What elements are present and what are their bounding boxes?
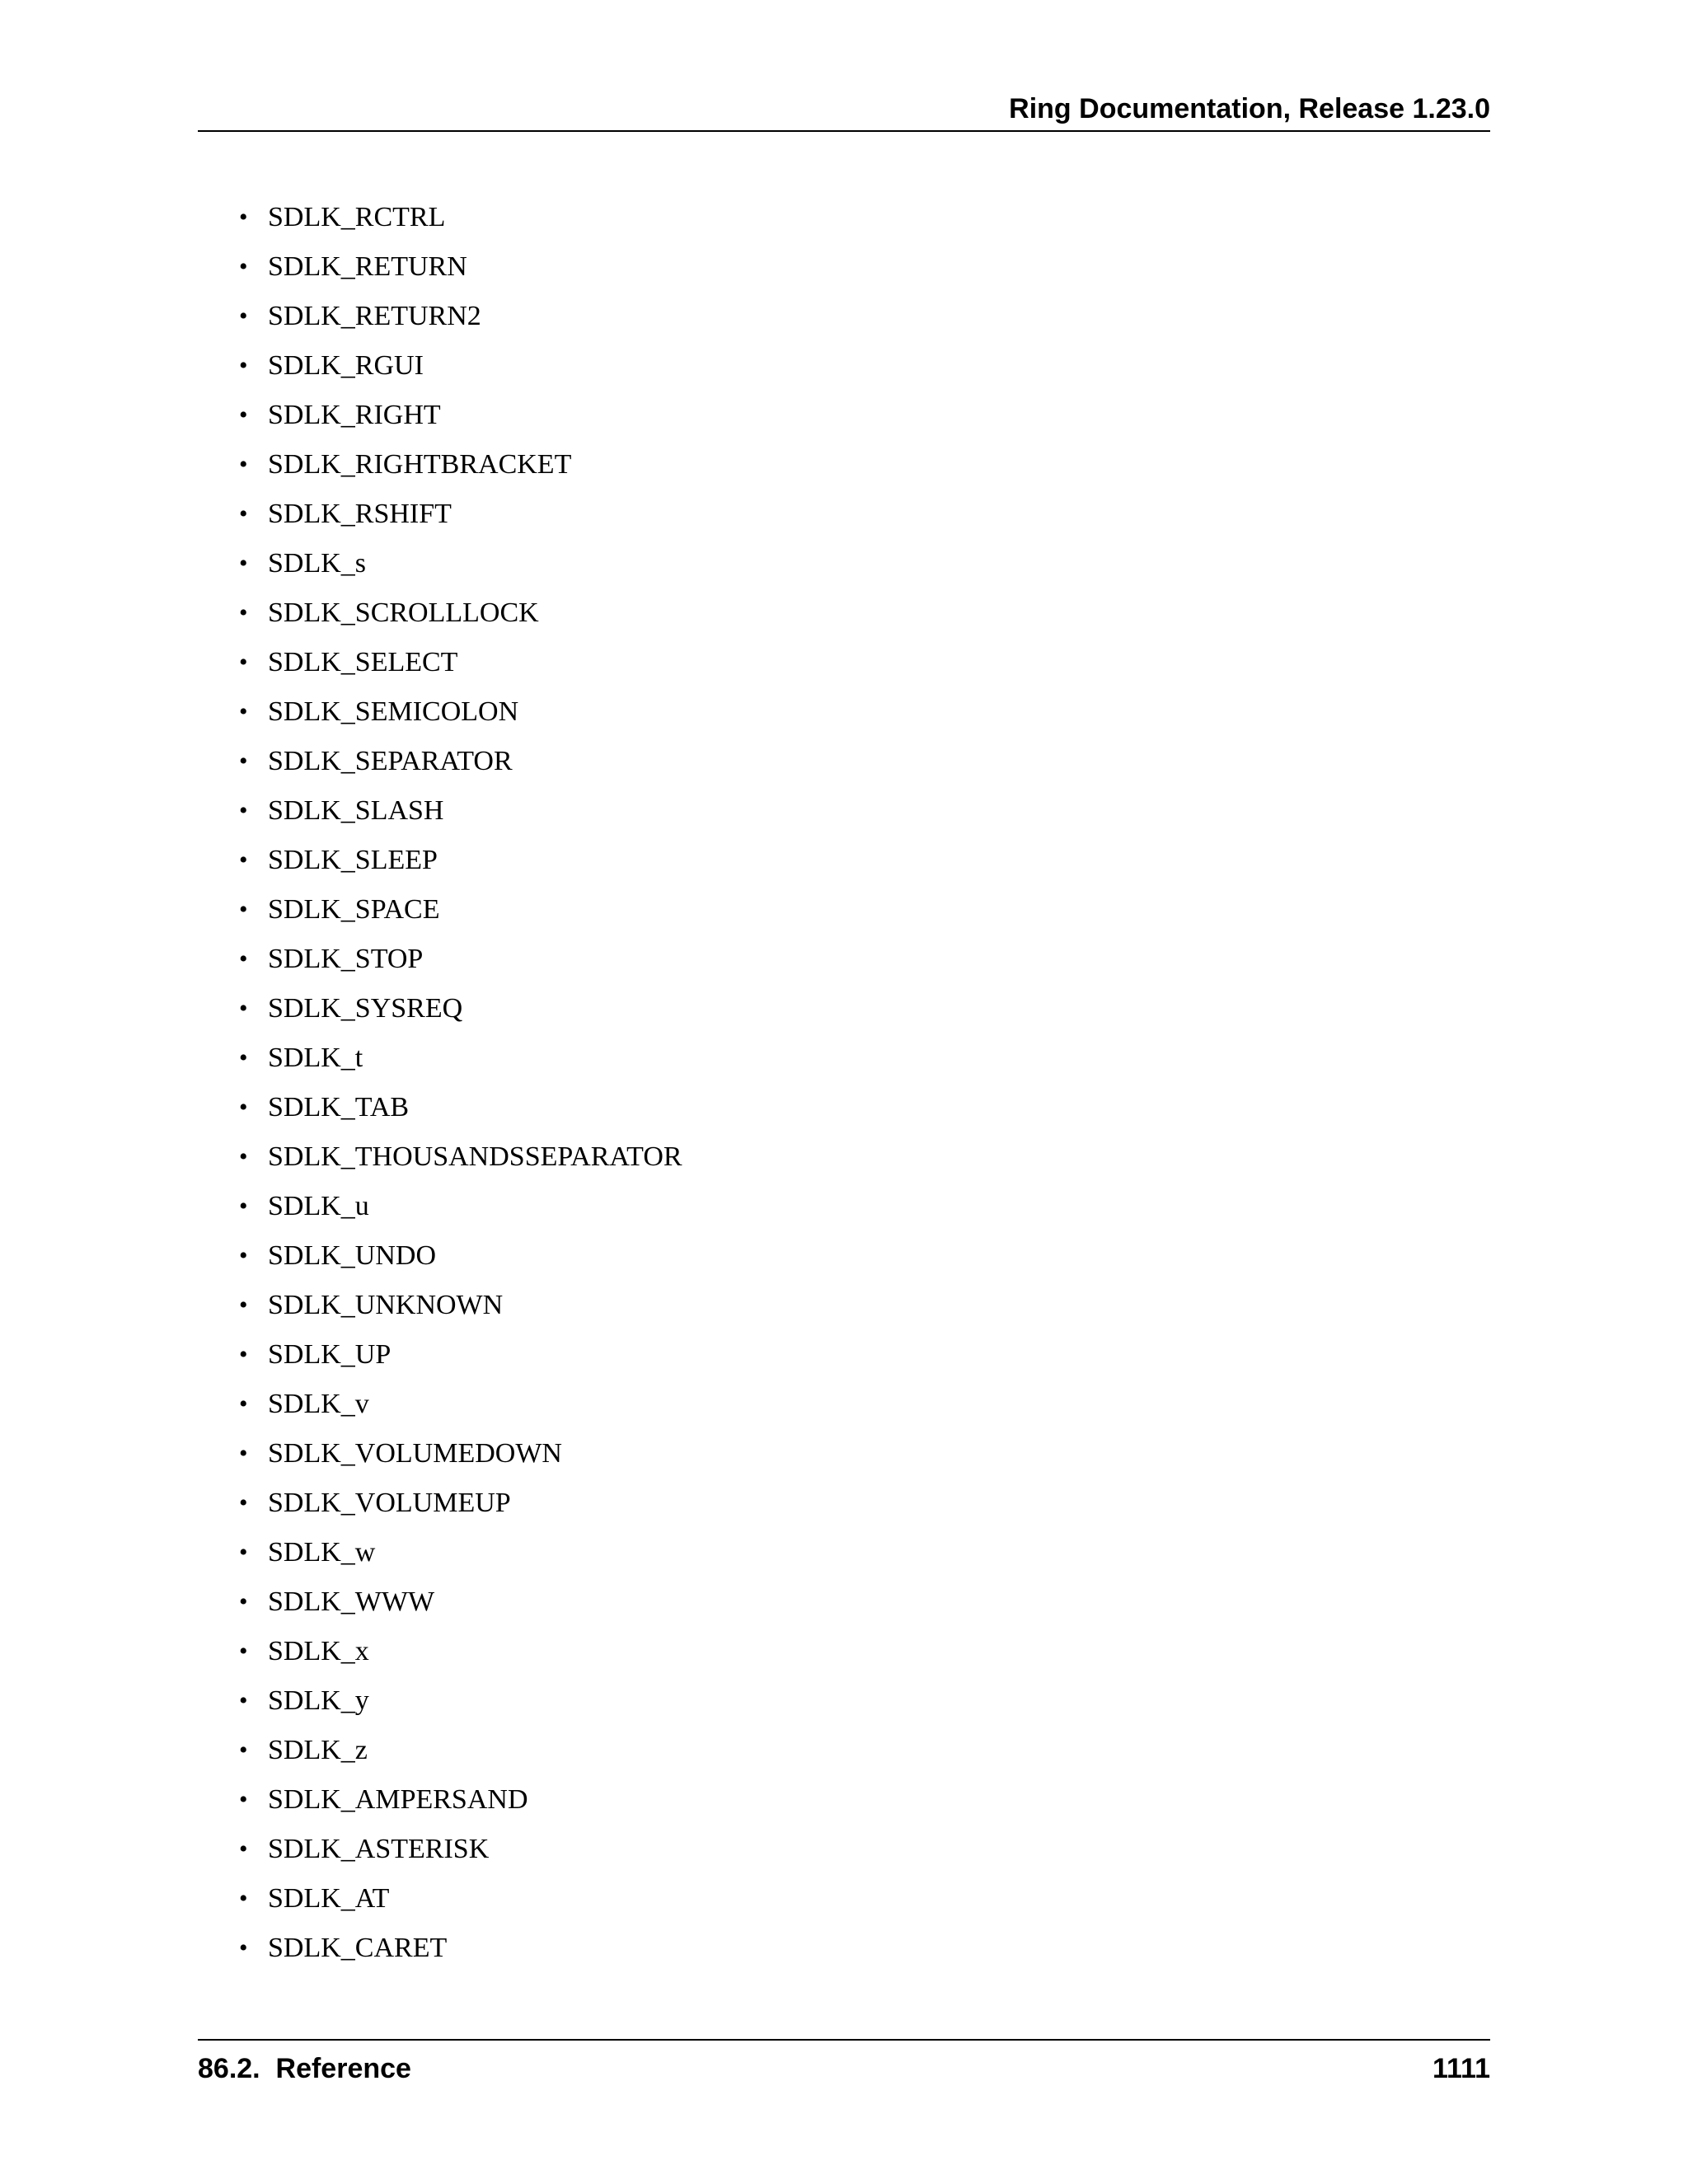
bullet-icon: • [239,204,248,231]
bullet-icon: • [239,698,248,725]
bullet-icon: • [239,1094,248,1121]
key-constant-name: SDLK_SCROLLLOCK [268,598,539,628]
page-footer [198,2039,1490,2090]
key-constant-name: SDLK_SLEEP [268,845,438,875]
bullet-icon: • [239,797,248,824]
key-constant-name: SDLK_TAB [268,1092,410,1122]
bullet-icon: • [239,1193,248,1220]
bullet-icon: • [239,1638,248,1665]
bullet-icon: • [239,500,248,527]
bullet-icon: • [239,1687,248,1714]
key-constant-name: SDLK_VOLUMEUP [268,1488,511,1518]
bullet-icon: • [239,1242,248,1269]
bullet-icon: • [239,748,248,775]
bullet-icon: • [239,1341,248,1368]
bullet-icon: • [239,302,248,330]
section-reference: 86.2. Reference [198,2053,411,2084]
key-constant-name: SDLK_s [268,548,367,579]
bullet-icon: • [239,1044,248,1071]
bullet-icon: • [239,352,248,379]
bullet-icon: • [239,1143,248,1170]
bullet-icon: • [239,451,248,478]
key-constant-name: SDLK_SEMICOLON [268,696,519,727]
page-header [198,89,1490,132]
bullet-icon: • [239,401,248,429]
key-constant-name: SDLK_y [268,1685,369,1716]
key-constant-name: SDLK_SELECT [268,647,458,677]
bullet-icon: • [239,550,248,577]
key-constant-name: SDLK_UNKNOWN [268,1290,504,1320]
key-constant-name: SDLK_VOLUMEDOWN [268,1438,562,1469]
key-constant-name: SDLK_x [268,1636,369,1666]
bullet-icon: • [239,1736,248,1764]
key-constant-name: SDLK_u [268,1191,369,1221]
key-constant-name: SDLK_UP [268,1339,392,1370]
bullet-icon: • [239,1390,248,1418]
bullet-icon: • [239,1786,248,1813]
bullet-icon: • [239,1588,248,1615]
key-constant-name: SDLK_SEPARATOR [268,746,513,776]
bullet-icon: • [239,1440,248,1467]
key-constant-name: SDLK_SPACE [268,894,440,925]
bullet-icon: • [239,649,248,676]
key-constant-name: SDLK_AMPERSAND [268,1784,528,1815]
key-constant-name: SDLK_w [268,1537,376,1568]
key-constant-name: SDLK_RETURN2 [268,301,481,331]
bullet-icon: • [239,1539,248,1566]
key-constant-name: SDLK_RIGHTBRACKET [268,449,572,480]
bullet-icon: • [239,846,248,874]
page-number: 1111 [1432,2053,1490,2084]
bullet-icon: • [239,896,248,923]
document-title: Ring Documentation, Release 1.23.0 [1009,93,1490,124]
key-constant-name: SDLK_v [268,1389,369,1419]
key-constant-name: SDLK_RGUI [268,350,424,381]
bullet-icon: • [239,1291,248,1319]
key-constant-name: SDLK_RSHIFT [268,499,452,529]
bullet-icon: • [239,1934,248,1961]
bullet-icon: • [239,253,248,280]
key-constant-name: SDLK_UNDO [268,1240,436,1271]
bullet-icon: • [239,1489,248,1516]
bullet-icon: • [239,1835,248,1863]
bullet-icon: • [239,995,248,1022]
key-constant-name: SDLK_AT [268,1883,390,1914]
key-constant-name: SDLK_STOP [268,944,424,974]
key-constant-name: SDLK_RIGHT [268,400,441,430]
key-constant-name: SDLK_t [268,1043,363,1073]
key-constant-name: SDLK_SLASH [268,795,444,826]
bullet-icon: • [239,945,248,972]
key-constant-name: SDLK_RETURN [268,251,467,282]
key-constant-name: SDLK_z [268,1735,368,1765]
key-constant-name: SDLK_ASTERISK [268,1834,490,1864]
key-constant-name: SDLK_SYSREQ [268,993,463,1024]
bullet-icon: • [239,599,248,626]
key-constant-name: SDLK_CARET [268,1933,448,1963]
key-constant-name: SDLK_THOUSANDSSEPARATOR [268,1141,682,1172]
key-constant-name: SDLK_RCTRL [268,202,446,232]
bullet-icon: • [239,1885,248,1912]
key-constant-name: SDLK_WWW [268,1586,435,1617]
